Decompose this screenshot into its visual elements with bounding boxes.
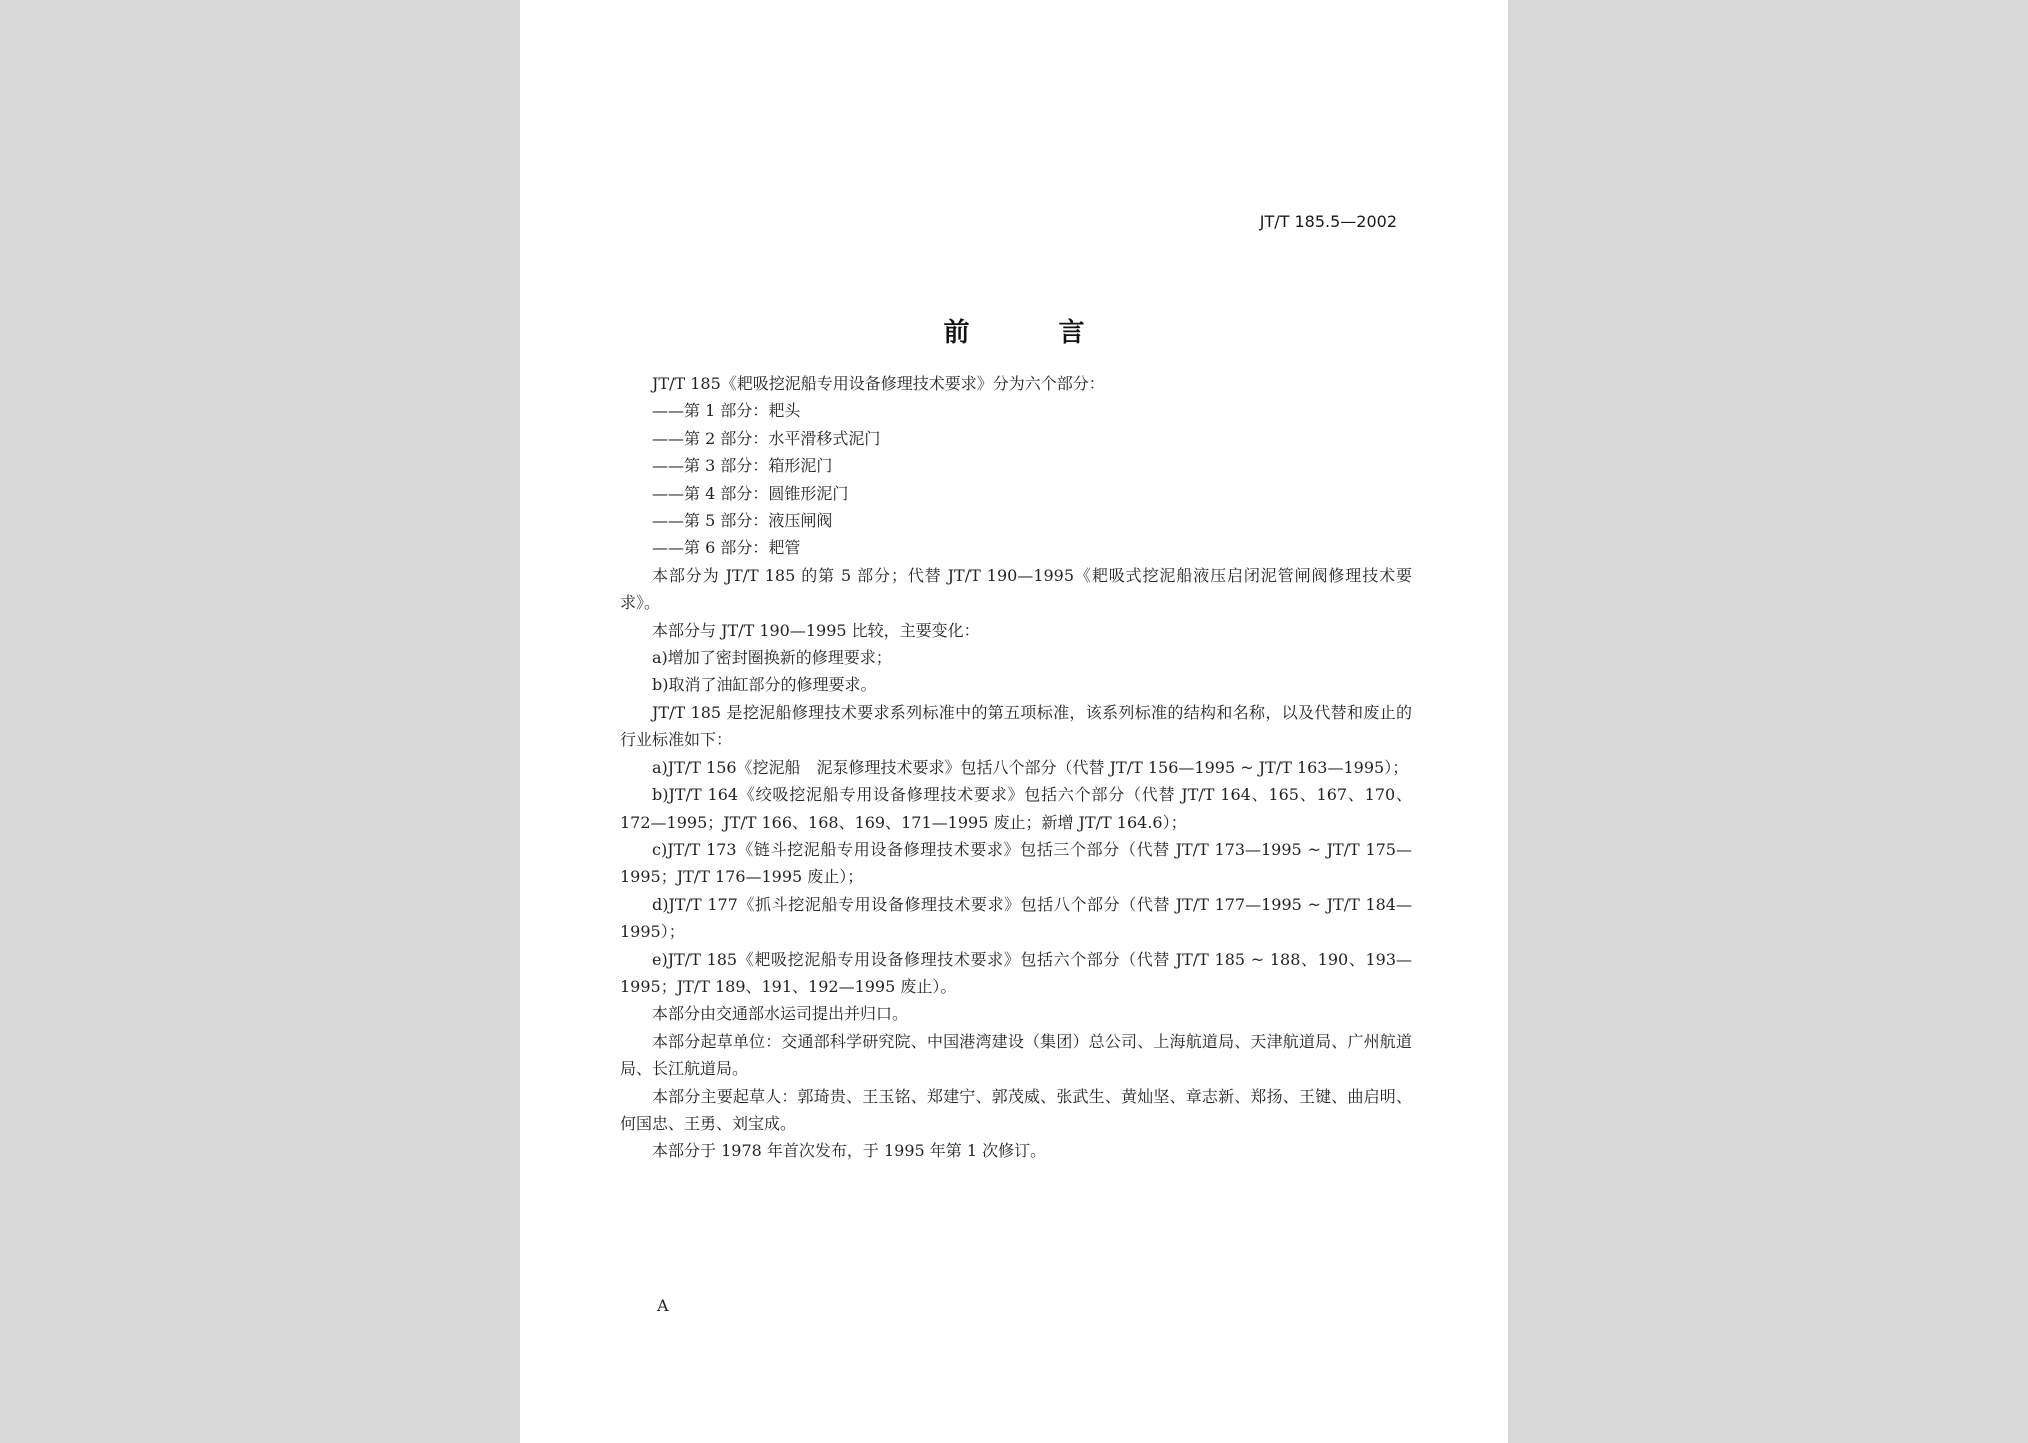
paragraph-changes-intro: 本部分与 JT/T 190—1995 比较，主要变化： [652,620,980,640]
paragraph-history: 本部分于 1978 年首次发布，于 1995 年第 1 次修订。 [652,1141,1047,1161]
list-item-part-5: ——第 5 部分：液压闸阀 [652,511,833,531]
list-item-series-c: c)JT/T 173《链斗挖泥船专用设备修理技术要求》包括三个部分（代替 JT/T 173—1995 ~ JT/T 175—1995；JT/T 176—1995 废止）； [620,839,1412,887]
list-item-change-b: b)取消了油缸部分的修理要求。 [652,675,877,695]
foreword-body [620,370,1412,1165]
paragraph-drafters: 本部分主要起草人：郭琦贵、王玉铭、郑建宁、郭茂威、张武生、黄灿坚、章志新、郑扬、王键、曲启明、何国忠、王勇、刘宝成。 [620,1086,1412,1133]
list-item-series-b: b)JT/T 164《绞吸挖泥船专用设备修理技术要求》包括六个部分（代替 JT/T 164、165、167、170、172—1995；JT/T 166、168、169、171—1995 废止；新增 JT/T 164.6）； [620,785,1412,832]
list-item-series-e: e)JT/T 185《耙吸挖泥船专用设备修理技术要求》包括六个部分（代替 JT/T 185 ~ 188、190、193—1995；JT/T 189、191、192—1995 废止）。 [620,949,1412,996]
paragraph-series: JT/T 185 是挖泥船修理技术要求系列标准中的第五项标准，该系列标准的结构和名称，以及代替和废止的行业标准如下： [620,702,1412,750]
list-item-series-d: d)JT/T 177《抓斗挖泥船专用设备修理技术要求》包括八个部分（代替 JT/T 177—1995 ~ JT/T 184—1995）； [620,894,1412,942]
document-page [520,0,1508,1443]
paragraph-drafting-units: 本部分起草单位：交通部科学研究院、中国港湾建设（集团）总公司、上海航道局、天津航道局、广州航道局、长江航道局。 [620,1031,1412,1079]
list-item-part-4: ——第 4 部分：圆锥形泥门 [652,483,849,503]
list-item-part-6: ——第 6 部分：耙管 [652,538,801,558]
list-item-part-3: ——第 3 部分：箱形泥门 [652,456,833,476]
list-item-part-1: ——第 1 部分：耙头 [652,401,801,421]
list-item-part-2: ——第 2 部分：水平滑移式泥门 [652,428,881,448]
paragraph-replacement: 本部分为 JT/T 185 的第 5 部分；代替 JT/T 190—1995《耙吸式挖泥船液压启闭泥管闸阀修理技术要求》。 [620,565,1412,613]
document-code: JT/T 185.5—2002 [1259,212,1397,231]
page-title: 前 言 [943,318,1125,348]
page-number: A [657,1296,669,1315]
paragraph-intro: JT/T 185《耙吸挖泥船专用设备修理技术要求》分为六个部分： [652,374,1105,393]
list-item-change-a: a)增加了密封圈换新的修理要求； [652,648,892,668]
paragraph-proposer: 本部分由交通部水运司提出并归口。 [652,1004,909,1024]
list-item-series-a: a)JT/T 156《挖泥船 泥泵修理技术要求》包括八个部分（代替 JT/T 156—1995 ~ JT/T 163—1995）； [652,757,1409,777]
